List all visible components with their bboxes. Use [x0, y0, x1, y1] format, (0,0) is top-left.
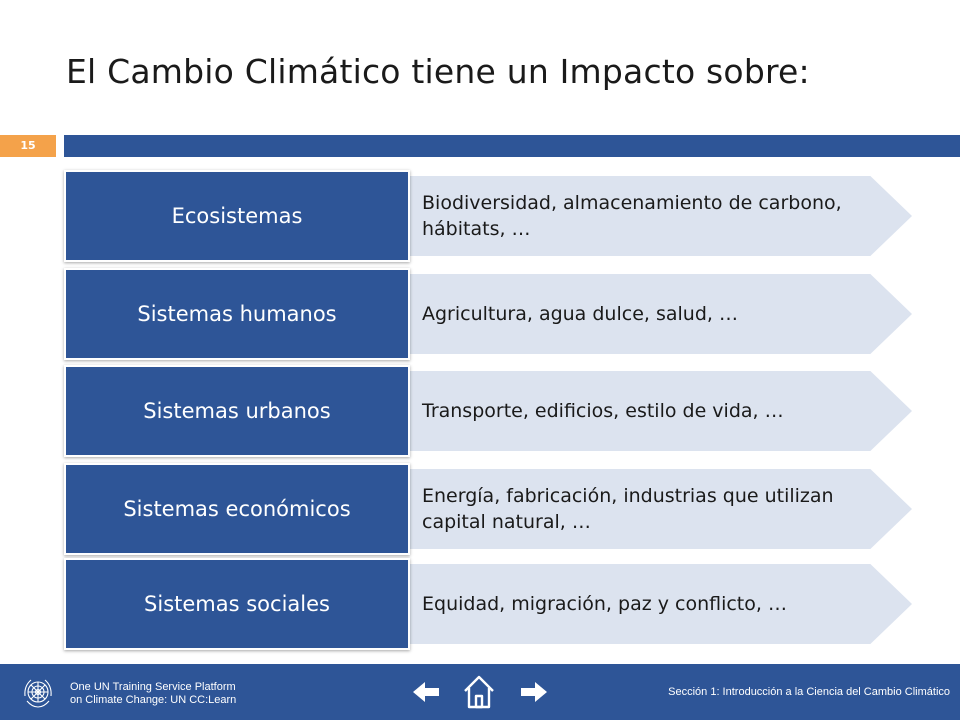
slide-number: 15 — [0, 135, 56, 157]
impact-row-sistemas-sociales — [0, 558, 960, 650]
impact-description: Agricultura, agua dulce, salud, … — [422, 303, 738, 325]
home-icon — [462, 674, 496, 710]
impact-description: Energía, fabricación, industrias que utilizan capital natural, … — [422, 485, 834, 533]
impact-row-ecosistemas — [0, 170, 960, 262]
impact-category: Sistemas humanos — [64, 268, 410, 360]
impact-row-sistemas-humanos — [0, 268, 960, 360]
arrow-left-icon — [411, 680, 441, 704]
footer-bar — [0, 664, 960, 720]
previous-slide-button[interactable] — [408, 676, 444, 708]
impact-description: Biodiversidad, almacenamiento de carbono, hábitats, … — [422, 192, 842, 240]
section-label: Sección 1: Introducción a la Ciencia del Cambio Climático — [668, 686, 950, 698]
impact-row-sistemas-economicos — [0, 463, 960, 555]
impact-description: Equidad, migración, paz y conflicto, … — [422, 593, 787, 615]
impact-row-sistemas-urbanos — [0, 365, 960, 457]
platform-line-1: One UN Training Service Platform — [70, 681, 236, 693]
arrow-right-icon — [519, 680, 549, 704]
un-emblem-icon — [20, 674, 56, 710]
impact-category: Ecosistemas — [64, 170, 410, 262]
home-button[interactable] — [461, 672, 497, 712]
slide-title: El Cambio Climático tiene un Impacto sobre: — [66, 52, 810, 91]
header-bar — [64, 135, 960, 157]
platform-name — [70, 681, 236, 707]
impact-description: Transporte, edificios, estilo de vida, … — [422, 400, 784, 422]
impact-category: Sistemas sociales — [64, 558, 410, 650]
impact-category: Sistemas económicos — [64, 463, 410, 555]
next-slide-button[interactable] — [516, 676, 552, 708]
impact-category: Sistemas urbanos — [64, 365, 410, 457]
platform-line-2: on Climate Change: UN CC:Learn — [70, 694, 237, 706]
